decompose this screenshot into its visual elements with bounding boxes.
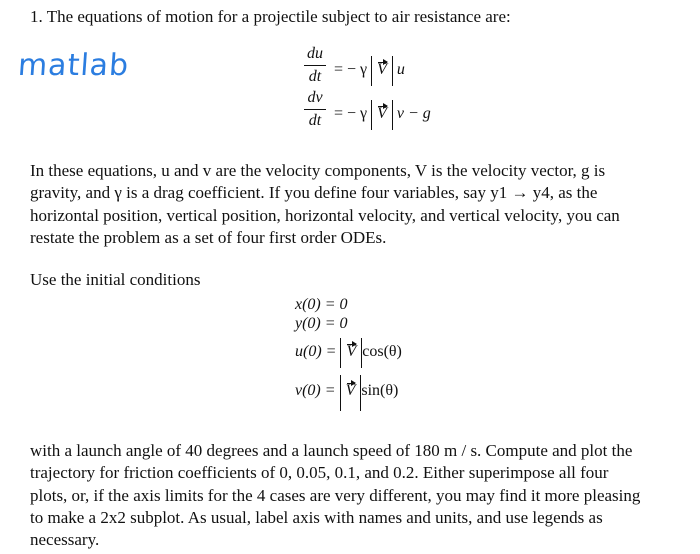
text-line: trajectory for friction coefficients of 0, 0.05, 0.1, and 0.2. Either superimpose all four	[30, 463, 609, 483]
velocity-vector: V	[377, 105, 387, 122]
text-line: plots, or, if the axis limits for the 4 cases are very different, you may find it more pleasing	[30, 485, 641, 505]
velocity-vector: V	[345, 382, 356, 399]
paragraph-task	[30, 440, 690, 551]
velocity-vector: V	[346, 343, 357, 360]
rhs-suffix: u	[396, 61, 405, 78]
lhs: v(0) =	[295, 382, 336, 399]
rhs-prefix: = − γ	[334, 105, 368, 122]
condition-v0	[295, 382, 398, 418]
rhs: sin(θ)	[361, 382, 399, 399]
denominator: dt	[308, 112, 322, 129]
condition-y0: y(0) = 0	[295, 315, 348, 332]
text-line: In these equations, u and v are the velocity components, V is the velocity vector, g is	[30, 161, 606, 180]
initial-conditions-label: Use the initial conditions	[30, 270, 201, 289]
paragraph-description	[30, 160, 690, 249]
text-line: to make a 2x2 subplot. As usual, label axis with names and units, and use legends as	[30, 507, 603, 527]
rhs: cos(θ)	[362, 343, 402, 360]
condition-u0	[295, 343, 402, 373]
denominator: dt	[308, 68, 322, 85]
text-line: restate the problem as a set of four first order ODEs.	[30, 227, 387, 247]
text-line: with a launch angle of 40 degrees and a launch speed of 180 m / s. Compute and plot the	[30, 441, 633, 460]
handwritten-matlab-annotation: matlab	[16, 48, 131, 83]
condition-x0: x(0) = 0	[295, 296, 348, 313]
rhs-prefix: = − γ	[334, 61, 368, 78]
text-line: gravity, and γ is a drag coefficient. If you define four variables, say y1 → y4, as the	[30, 183, 598, 203]
numerator: dv	[307, 89, 323, 106]
lhs: u(0) =	[295, 343, 337, 360]
text-line: necessary.	[30, 530, 100, 550]
numerator: du	[307, 45, 323, 62]
problem-title: 1. The equations of motion for a projectile subject to air resistance are:	[30, 7, 511, 26]
rhs-suffix: v − g	[396, 105, 431, 122]
velocity-vector: V	[377, 61, 387, 78]
text-line: horizontal position, vertical position, horizontal velocity, and vertical velocity, you can	[30, 205, 620, 225]
